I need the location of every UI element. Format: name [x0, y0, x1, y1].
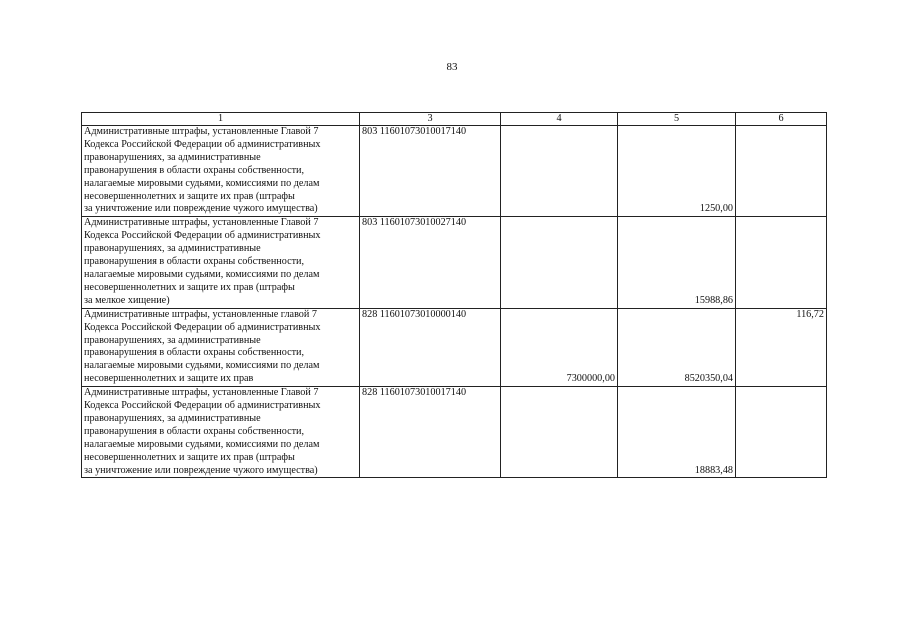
- column-header-4: 4: [501, 113, 618, 126]
- row-name-line: несовершеннолетних и защите их прав (штрафы: [84, 451, 295, 463]
- row-name-line: Административные штрафы, установленные Главой 7: [84, 387, 319, 399]
- row-name-cell: [82, 308, 360, 386]
- table-header-row: [82, 113, 827, 126]
- table-row: [82, 126, 827, 217]
- row-col6-cell: [736, 217, 827, 308]
- row-name-line: налагаемые мировыми судьями, комиссиями по делам: [84, 360, 320, 372]
- row-col5-cell: 1250,00: [618, 126, 736, 217]
- row-name-line: Административные штрафы, установленные Главой 7: [84, 217, 319, 229]
- column-header-3: 3: [360, 113, 501, 126]
- row-name-line: за уничтожение или повреждение чужого имущества): [84, 464, 318, 476]
- row-name-line: налагаемые мировыми судьями, комиссиями по делам: [84, 268, 320, 280]
- row-code-cell: 828 11601073010000140: [360, 308, 501, 386]
- row-name-line: правонарушениях, за административные: [84, 412, 261, 424]
- row-name-line: правонарушения в области охраны собственности,: [84, 256, 305, 268]
- row-name-line: налагаемые мировыми судьями, комиссиями по делам: [84, 177, 320, 189]
- column-header-5: 5: [618, 113, 736, 126]
- row-name-line: правонарушения в области охраны собственности,: [84, 425, 305, 437]
- row-name-line: несовершеннолетних и защите их прав: [84, 373, 254, 385]
- row-name-line: правонарушения в области охраны собственности,: [84, 164, 305, 176]
- row-col4-cell: 7300000,00: [501, 308, 618, 386]
- row-name-line: налагаемые мировыми судьями, комиссиями по делам: [84, 438, 320, 450]
- row-name-line: Кодекса Российской Федерации об административных: [84, 230, 321, 242]
- row-name-line: правонарушениях, за административные: [84, 334, 261, 346]
- row-name-line: Административные штрафы, установленные главой 7: [84, 308, 317, 320]
- row-col5-cell: 8520350,04: [618, 308, 736, 386]
- row-code-cell: 828 11601073010017140: [360, 387, 501, 478]
- row-name-line: правонарушениях, за административные: [84, 243, 261, 255]
- table-row: [82, 308, 827, 386]
- row-name-cell: [82, 217, 360, 308]
- row-col4-cell: [501, 126, 618, 217]
- column-header-6: 6: [736, 113, 827, 126]
- row-code-cell: 803 11601073010027140: [360, 217, 501, 308]
- row-name-line: несовершеннолетних и защите их прав (штрафы: [84, 281, 295, 293]
- row-col6-cell: 116,72: [736, 308, 827, 386]
- row-name-line: Кодекса Российской Федерации об административных: [84, 400, 321, 412]
- table-body: [82, 126, 827, 478]
- column-header-1: 1: [82, 113, 360, 126]
- row-col6-cell: [736, 387, 827, 478]
- row-code-cell: 803 11601073010017140: [360, 126, 501, 217]
- row-col4-cell: [501, 217, 618, 308]
- row-col5-cell: 18883,48: [618, 387, 736, 478]
- row-name-line: Административные штрафы, установленные Главой 7: [84, 126, 319, 137]
- row-name-cell: [82, 387, 360, 478]
- row-name-line: за уничтожение или повреждение чужого имущества): [84, 203, 318, 215]
- row-name-line: Кодекса Российской Федерации об административных: [84, 321, 321, 333]
- row-name-line: правонарушения в области охраны собственности,: [84, 347, 305, 359]
- table-row: [82, 387, 827, 478]
- page-number: 83: [446, 61, 458, 73]
- row-name-line: за мелкое хищение): [84, 294, 170, 306]
- table-row: [82, 217, 827, 308]
- row-col4-cell: [501, 387, 618, 478]
- row-name-cell: [82, 126, 360, 217]
- row-col5-cell: 15988,86: [618, 217, 736, 308]
- row-name-line: несовершеннолетних и защите их прав (штрафы: [84, 190, 295, 202]
- budget-table: [81, 112, 827, 478]
- row-col6-cell: [736, 126, 827, 217]
- row-name-line: правонарушениях, за административные: [84, 151, 261, 163]
- row-name-line: Кодекса Российской Федерации об административных: [84, 138, 321, 150]
